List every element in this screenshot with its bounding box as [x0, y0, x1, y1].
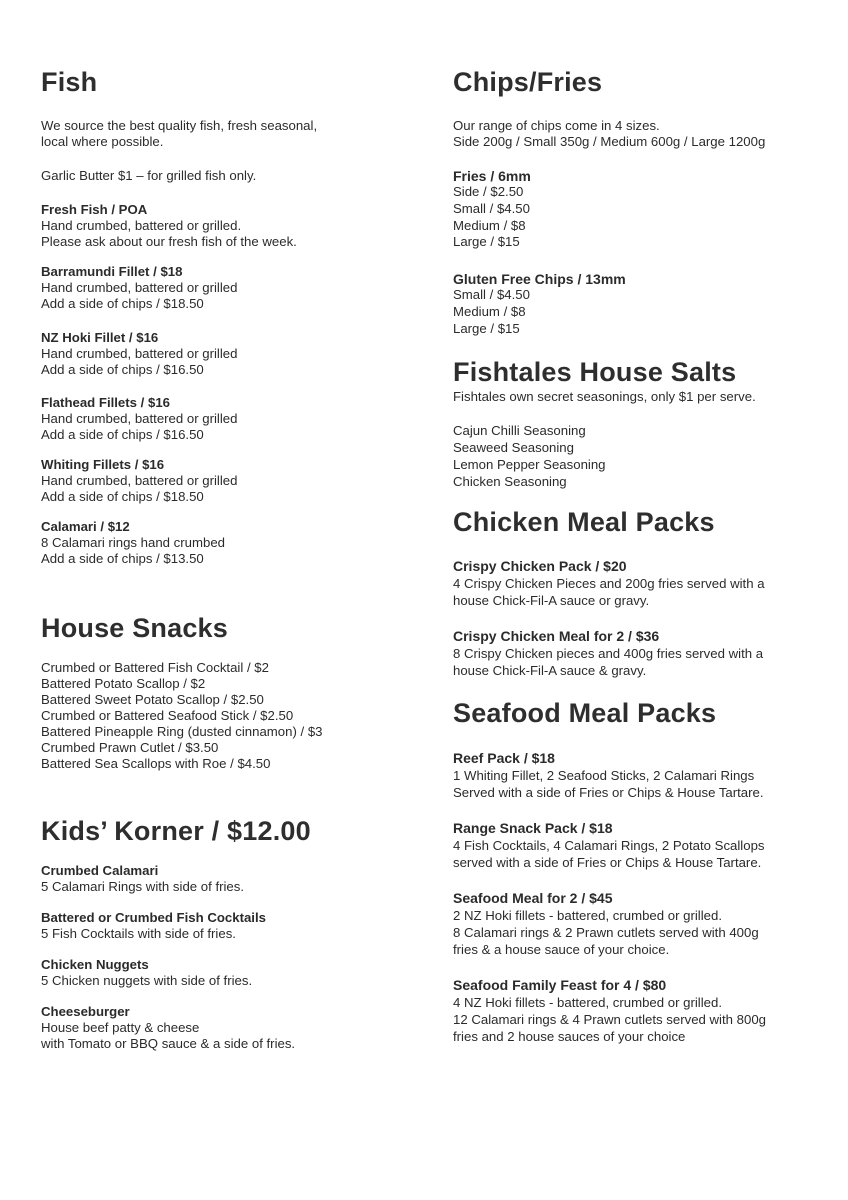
menu-item-title: Range Snack Pack / $18 — [453, 820, 613, 836]
menu-item: Cheeseburger House beef patty & cheese with Tomato or BBQ sauce & a side of fries. — [41, 1004, 296, 1051]
house-snacks-list — [41, 660, 323, 772]
salts-intro: Fishtales own secret seasonings, only $1 per serve. — [453, 389, 756, 404]
list-item: Crumbed or Battered Fish Cocktail / $2 — [41, 660, 269, 675]
menu-item: Gluten Free Chips / 13mm Small / $4.50 Medium / $8 Large / $15 — [453, 271, 626, 336]
section-title-house-snacks: House Snacks — [41, 613, 228, 643]
list-item: Crumbed Prawn Cutlet / $3.50 — [41, 740, 219, 755]
menu-item: Flathead Fillets / $16 Hand crumbed, battered or grilled Add a side of chips / $16.50 — [41, 395, 238, 442]
list-item: Seaweed Seasoning — [453, 440, 574, 455]
menu-item-title: Whiting Fillets / $16 — [41, 457, 165, 472]
section-title-kids-korner: Kids’ Korner / $12.00 — [41, 816, 311, 846]
menu-item: Fresh Fish / POA Hand crumbed, battered or grilled. Please ask about our fresh fish of the week. — [41, 202, 297, 249]
menu-item-title: Battered or Crumbed Fish Cocktails — [41, 910, 266, 925]
menu-item: Calamari / $12 8 Calamari rings hand crumbed Add a side of chips / $13.50 — [41, 519, 225, 566]
list-item: Battered Potato Scallop / $2 — [41, 676, 206, 691]
menu-item: Reef Pack / $18 1 Whiting Fillet, 2 Seafood Sticks, 2 Calamari Rings Served with a side of Fries or Chips & House Tartare. — [453, 750, 764, 800]
menu-item-title: Crispy Chicken Pack / $20 — [453, 558, 627, 574]
menu-item-title: Cheeseburger — [41, 1004, 130, 1019]
fish-intro: We source the best quality fish, fresh seasonal, local where possible. — [41, 118, 318, 149]
menu-item-title: Reef Pack / $18 — [453, 750, 555, 766]
list-item: Battered Sea Scallops with Roe / $4.50 — [41, 756, 271, 771]
section-title-seafood-meal-packs: Seafood Meal Packs — [453, 698, 717, 728]
list-item: Chicken Seasoning — [453, 474, 567, 489]
menu-item-title: Seafood Family Feast for 4 / $80 — [453, 977, 667, 993]
list-item: Cajun Chilli Seasoning — [453, 423, 586, 438]
menu-item-title: Fresh Fish / POA — [41, 202, 148, 217]
menu-item-title: Fries / 6mm — [453, 168, 531, 184]
menu-item: Seafood Meal for 2 / $45 2 NZ Hoki fillets - battered, crumbed or grilled. 8 Calamari rings & 2 Prawn cutlets served with 400g fries & a house sauce of your choice. — [453, 890, 759, 957]
menu-item-title: Gluten Free Chips / 13mm — [453, 271, 626, 287]
menu-item-title: Crumbed Calamari — [41, 863, 159, 878]
section-title-fish: Fish — [41, 67, 98, 97]
salts-list — [453, 422, 606, 490]
menu-item: Barramundi Fillet / $18 Hand crumbed, battered or grilled Add a side of chips / $18.50 — [41, 264, 238, 311]
chips-intro: Our range of chips come in 4 sizes. Side 200g / Small 350g / Medium 600g / Large 1200g — [453, 118, 766, 149]
list-item: Battered Sweet Potato Scallop / $2.50 — [41, 692, 264, 707]
menu-item-title: Crispy Chicken Meal for 2 / $36 — [453, 628, 660, 644]
menu-item-title: NZ Hoki Fillet / $16 — [41, 330, 159, 345]
fish-garlic-note: Garlic Butter $1 – for grilled fish only. — [41, 168, 257, 183]
menu-item: Crispy Chicken Meal for 2 / $36 8 Crispy Chicken pieces and 400g fries served with a house Chick-Fil-A sauce & gravy. — [453, 628, 764, 678]
menu-item-title: Chicken Nuggets — [41, 957, 149, 972]
section-title-chips: Chips/Fries — [453, 67, 603, 97]
menu-item-title: Seafood Meal for 2 / $45 — [453, 890, 613, 906]
menu-item: Range Snack Pack / $18 4 Fish Cocktails, 4 Calamari Rings, 2 Potato Scallops served with a side of Fries or Chips & House Tartare. — [453, 820, 765, 870]
menu-item: Seafood Family Feast for 4 / $80 4 NZ Hoki fillets - battered, crumbed or grilled. 12 Calamari rings & 4 Prawn cutlets served with 800g fries and 2 house sauces of your choice — [453, 977, 766, 1044]
section-title-chicken-meal-packs: Chicken Meal Packs — [453, 507, 715, 537]
menu-item: Crumbed Calamari 5 Calamari Rings with side of fries. — [41, 863, 245, 894]
menu-item-title: Calamari / $12 — [41, 519, 130, 534]
menu-item: Battered or Crumbed Fish Cocktails 5 Fish Cocktails with side of fries. — [41, 910, 266, 941]
menu-item: NZ Hoki Fillet / $16 Hand crumbed, battered or grilled Add a side of chips / $16.50 — [41, 330, 238, 377]
section-title-house-salts: Fishtales House Salts — [453, 357, 737, 387]
list-item: Crumbed or Battered Seafood Stick / $2.50 — [41, 708, 294, 723]
list-item: Lemon Pepper Seasoning — [453, 457, 606, 472]
menu-item-title: Barramundi Fillet / $18 — [41, 264, 183, 279]
list-item: Battered Pineapple Ring (dusted cinnamon) / $3 — [41, 724, 323, 739]
menu-item: Fries / 6mm Side / $2.50 Small / $4.50 Medium / $8 Large / $15 — [453, 168, 531, 250]
menu-item: Crispy Chicken Pack / $20 4 Crispy Chicken Pieces and 200g fries served with a house Chick-Fil-A sauce or gravy. — [453, 558, 765, 608]
menu-item: Chicken Nuggets 5 Chicken nuggets with side of fries. — [41, 957, 253, 988]
menu-item-title: Flathead Fillets / $16 — [41, 395, 170, 410]
menu-item: Whiting Fillets / $16 Hand crumbed, battered or grilled Add a side of chips / $18.50 — [41, 457, 238, 504]
